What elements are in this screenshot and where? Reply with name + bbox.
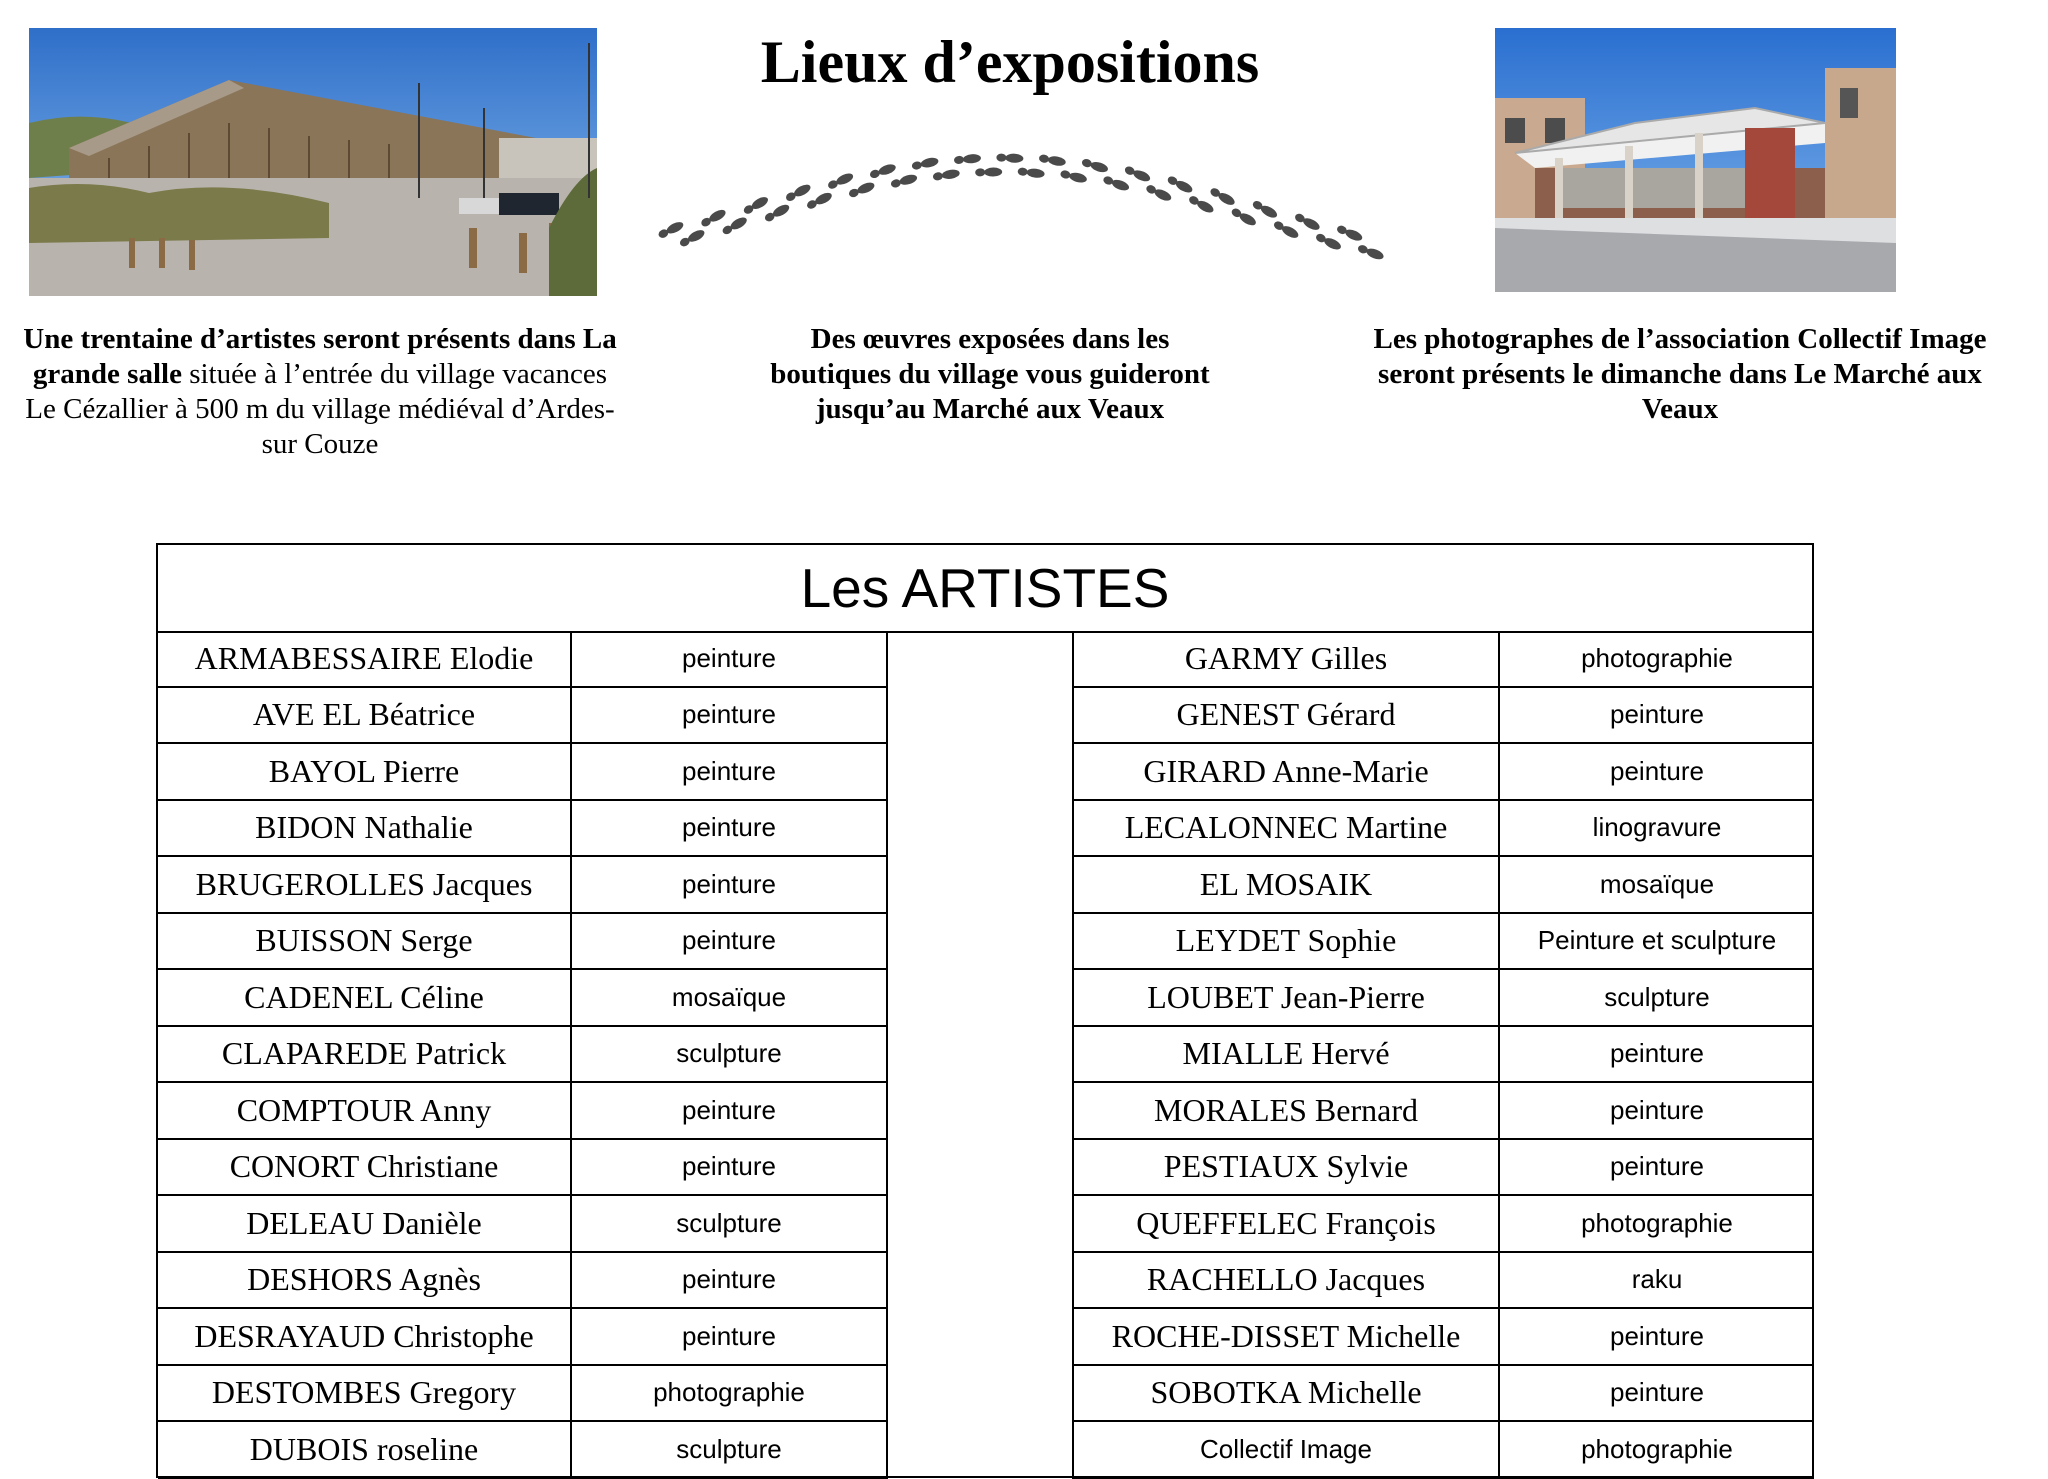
- artist-technique: sculpture: [572, 1196, 888, 1251]
- artist-name: CONORT Christiane: [158, 1140, 572, 1195]
- artist-row: [158, 1140, 888, 1197]
- artist-name: DUBOIS roseline: [158, 1422, 572, 1477]
- artist-row: [158, 1309, 888, 1366]
- artist-name: RACHELLO Jacques: [1072, 1253, 1500, 1308]
- artist-technique: photographie: [572, 1366, 888, 1421]
- artist-row: [1072, 857, 1814, 914]
- artist-name: AVE EL Béatrice: [158, 688, 572, 743]
- footprint: [1272, 219, 1300, 240]
- footprint: [742, 195, 770, 216]
- artist-row: [158, 857, 888, 914]
- caption-boutiques: Des œuvres exposées dans les boutiques du village vous guideront jusqu’au Marché aux Veaux: [770, 323, 1210, 425]
- artist-name: GENEST Gérard: [1072, 688, 1500, 743]
- artist-name: DESRAYAUD Christophe: [158, 1309, 572, 1364]
- artist-name: DESHORS Agnès: [158, 1253, 572, 1308]
- artist-technique: peinture: [1610, 1377, 1704, 1408]
- footprint: [1251, 199, 1279, 220]
- footprint: [1102, 175, 1130, 193]
- caption-grande-salle: [20, 322, 620, 462]
- caption-grande-salle-rest: située à l’entrée du village vacances Le Cézallier à 500 m du village médiéval d’Ardes-sur Couze: [25, 358, 615, 460]
- caption-grande-salle-bold: Une trentaine d’artistes seront présents dans La grande salle: [23, 323, 617, 390]
- footprint: [1230, 206, 1258, 227]
- artist-name: EL MOSAIK: [1072, 857, 1500, 912]
- artist-technique: peinture: [572, 914, 888, 969]
- footprint: [784, 182, 812, 203]
- artist-technique: sculpture: [1604, 981, 1710, 1012]
- artist-row: [1072, 1422, 1814, 1479]
- artist-technique: peinture: [572, 801, 888, 856]
- artist-row: [158, 1253, 888, 1310]
- artist-technique: peinture: [572, 1083, 888, 1138]
- footprint: [848, 180, 876, 199]
- footprint: [700, 207, 728, 228]
- artist-name: BIDON Nathalie: [158, 801, 572, 856]
- artist-name: PESTIAUX Sylvie: [1072, 1140, 1500, 1195]
- footprint: [911, 156, 939, 171]
- footprint: [826, 171, 854, 191]
- artist-row: [158, 1196, 888, 1253]
- artist-technique: peinture: [572, 1309, 888, 1364]
- artist-technique: peinture: [1610, 1038, 1704, 1069]
- artist-row: [1072, 1083, 1814, 1140]
- artist-name: DESTOMBES Gregory: [158, 1366, 572, 1421]
- artist-name: LECALONNEC Martine: [1072, 801, 1500, 856]
- footprint: [763, 202, 791, 223]
- artist-name: DELEAU Danièle: [158, 1196, 572, 1251]
- artist-technique: peinture: [572, 1253, 888, 1308]
- footprint: [1145, 183, 1173, 203]
- artist-row: [158, 801, 888, 858]
- footprint: [1293, 212, 1321, 233]
- footprint: [975, 167, 1002, 177]
- artist-technique: photographie: [1581, 1433, 1733, 1464]
- artist-name: ARMABESSAIRE Elodie: [158, 631, 572, 686]
- artist-name: MIALLE Hervé: [1072, 1027, 1500, 1082]
- artist-name: CADENEL Céline: [158, 970, 572, 1025]
- artist-technique: Peinture et sculpture: [1537, 925, 1777, 956]
- artist-technique: peinture: [1610, 1094, 1704, 1125]
- artist-technique: peinture: [1610, 1151, 1704, 1182]
- artist-name: MORALES Bernard: [1072, 1083, 1500, 1138]
- artist-row: [1072, 970, 1814, 1027]
- artist-technique: sculpture: [572, 1422, 888, 1477]
- footprints-trail: [655, 140, 1395, 280]
- footprint: [1314, 232, 1342, 252]
- artist-name: LEYDET Sophie: [1072, 914, 1500, 969]
- artist-name: QUEFFELEC François: [1072, 1196, 1500, 1251]
- artist-name: CLAPAREDE Patrick: [158, 1027, 572, 1082]
- artist-row: [1072, 1366, 1814, 1423]
- artist-technique: peinture: [572, 744, 888, 799]
- footprint: [954, 153, 982, 164]
- artist-technique: peinture: [1610, 699, 1704, 730]
- artist-technique: peinture: [572, 688, 888, 743]
- artist-name: BUISSON Serge: [158, 914, 572, 969]
- footprint: [1059, 169, 1087, 184]
- artist-row: [158, 1366, 888, 1423]
- exhibition-hall-photo: [29, 28, 597, 296]
- footprint: [657, 220, 685, 240]
- artist-row: [158, 631, 888, 688]
- artist-technique: peinture: [1610, 1320, 1704, 1351]
- footprint: [1166, 174, 1194, 194]
- artist-name: LOUBET Jean-Pierre: [1072, 970, 1500, 1025]
- artist-technique: raku: [1631, 1264, 1683, 1295]
- artist-row: [158, 1422, 888, 1479]
- artist-row: [158, 914, 888, 971]
- footprint: [1357, 243, 1385, 261]
- footprint: [1038, 153, 1066, 167]
- artist-row: [1072, 744, 1814, 801]
- artist-technique: mosaïque: [572, 970, 888, 1025]
- artists-left-column: [158, 631, 888, 1479]
- footprint: [721, 215, 749, 236]
- artist-technique: photographie: [1581, 1207, 1733, 1238]
- footprint: [805, 191, 833, 211]
- artists-table-heading: Les ARTISTES: [158, 545, 1812, 633]
- footprint: [1123, 165, 1151, 184]
- caption-photographes: Les photographes de l’association Collectif Image seront présents le dimanche dans Le Marché aux Veaux: [1373, 323, 1987, 425]
- artist-row: [1072, 688, 1814, 745]
- artist-name: COMPTOUR Anny: [158, 1083, 572, 1138]
- artist-row: [1072, 1309, 1814, 1366]
- artist-row: [1072, 914, 1814, 971]
- artist-technique: photographie: [1581, 642, 1733, 673]
- artists-table: [156, 543, 1814, 1478]
- artist-row: [158, 744, 888, 801]
- artist-name: ROCHE-DISSET Michelle: [1072, 1309, 1500, 1364]
- artist-row: [158, 1027, 888, 1084]
- footprint: [869, 162, 897, 180]
- artist-technique: mosaïque: [1599, 868, 1715, 899]
- footprint: [1017, 167, 1045, 179]
- footprint: [1081, 157, 1109, 174]
- footprint: [1336, 224, 1364, 243]
- artist-technique: sculpture: [572, 1027, 888, 1082]
- footprint: [678, 228, 706, 249]
- artist-row: [1072, 1027, 1814, 1084]
- artist-row: [1072, 631, 1814, 688]
- artist-technique: peinture: [572, 857, 888, 912]
- artist-name: GIRARD Anne-Marie: [1072, 744, 1500, 799]
- artist-row: [158, 970, 888, 1027]
- artists-right-column: [1072, 631, 1814, 1479]
- artist-technique: linogravure: [1592, 812, 1722, 843]
- artist-row: [1072, 1196, 1814, 1253]
- artist-name: Collectif Image: [1072, 1422, 1500, 1477]
- footprint: [1187, 194, 1215, 215]
- artist-technique: peinture: [1610, 755, 1704, 786]
- artist-name: BRUGEROLLES Jacques: [158, 857, 572, 912]
- artist-row: [158, 1083, 888, 1140]
- footprint: [996, 153, 1023, 163]
- artist-row: [158, 688, 888, 745]
- artist-technique: peinture: [572, 631, 888, 686]
- artist-name: BAYOL Pierre: [158, 744, 572, 799]
- artist-row: [1072, 801, 1814, 858]
- footprint: [1209, 186, 1237, 207]
- marche-aux-veaux-photo: [1495, 28, 1896, 292]
- artist-name: GARMY Gilles: [1072, 631, 1500, 686]
- page-title: Lieux d’expositions: [760, 29, 1260, 95]
- artist-row: [1072, 1140, 1814, 1197]
- footprint: [890, 173, 918, 189]
- artist-row: [1072, 1253, 1814, 1310]
- artist-name: SOBOTKA Michelle: [1072, 1366, 1500, 1421]
- footprint: [932, 168, 960, 181]
- artist-technique: peinture: [572, 1140, 888, 1195]
